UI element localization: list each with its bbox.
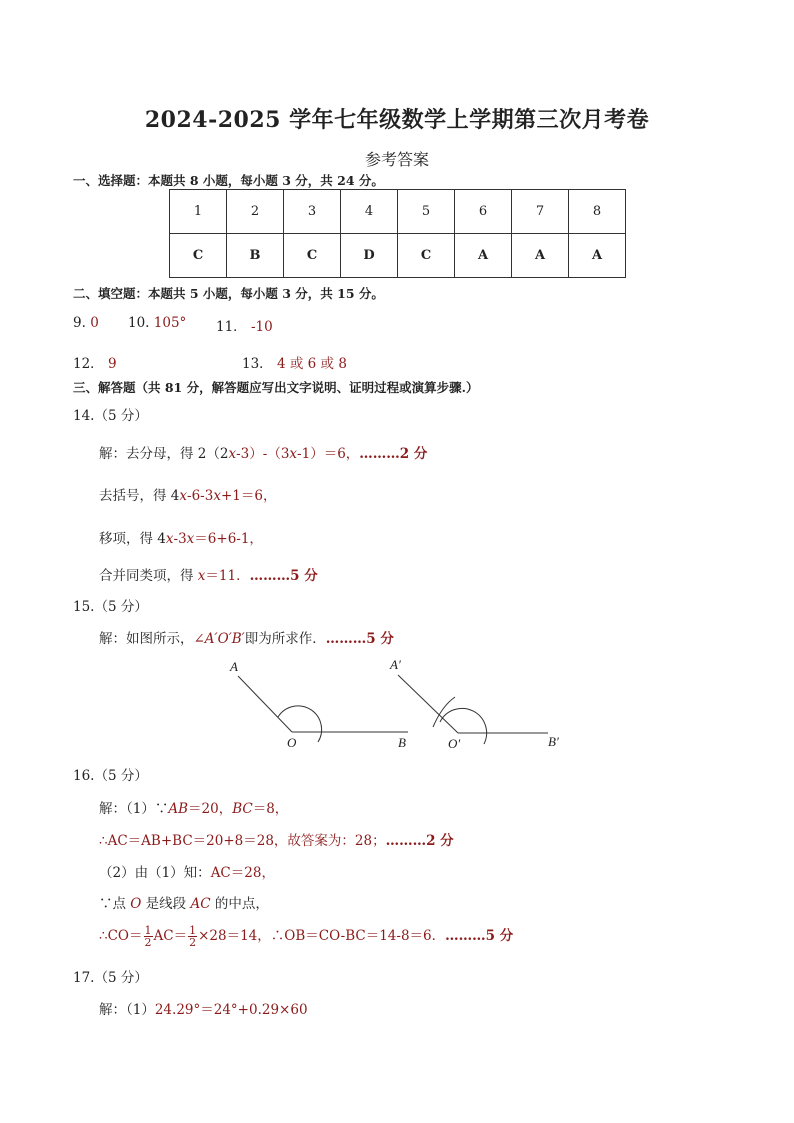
q16-step3 <box>99 861 275 881</box>
table-cell-number: 5 <box>398 190 455 234</box>
table-cell-answer: A <box>569 234 626 278</box>
q15-step1-text-a: 解：如图所示， <box>99 631 194 647</box>
q16-step3-text-a: （2）由（1）知： <box>99 865 211 881</box>
q16-step1-eq2: ＝8， <box>252 801 289 817</box>
q11-answer: -10 <box>250 319 273 335</box>
q14-step4-text-a: 合并同类项，得 <box>99 568 198 584</box>
label-B-prime: B′ <box>548 734 559 749</box>
q16-step4-text-c: 的中点， <box>210 896 269 912</box>
q12-answer: 9 <box>107 356 117 372</box>
q14-step1-text-a: 解：去分母，得 2（2 <box>99 446 229 462</box>
table-cell-answer: C <box>170 234 227 278</box>
q15-step1-points: ………5 分 <box>325 631 394 647</box>
section3-heading: 三、解答题（共 81 分，解答题应写出文字说明、证明过程或演算步骤.） <box>73 380 479 395</box>
q14-step3-text-b: -3 <box>173 531 187 547</box>
q14-step3-text-c: ＝6+6-1， <box>194 531 263 547</box>
fraction-denominator: 2 <box>144 936 152 949</box>
label-O-prime: O′ <box>448 736 461 751</box>
q9-answer: 0 <box>90 315 99 331</box>
table-cell-answer: A <box>455 234 512 278</box>
q16-step5-text-a: ∴CO＝ <box>99 928 143 944</box>
var-x: x <box>186 531 195 547</box>
segment-ac: AC <box>190 896 211 912</box>
table-cell-number: 3 <box>284 190 341 234</box>
table-cell-number: 4 <box>341 190 398 234</box>
fraction-numerator: 1 <box>189 924 197 937</box>
q14-step3-text-a: 移项，得 4 <box>99 531 166 547</box>
q9-label: 9. <box>73 315 86 331</box>
q16-step4-text-b: 是线段 <box>141 896 191 912</box>
q16-step2 <box>99 829 454 849</box>
arc-right <box>440 708 487 744</box>
q16-step4-text-a: ∵点 <box>99 896 131 912</box>
table-cell-number: 7 <box>512 190 569 234</box>
q13-answer: 4 或 6 或 8 <box>276 356 347 372</box>
var-x: x <box>179 488 188 504</box>
q14-step2-text-a: 去括号，得 4 <box>99 488 180 504</box>
table-cell-answer: C <box>284 234 341 278</box>
q15-step1-text-b: 即为所求作． <box>244 631 326 647</box>
q15-label: 15.（5 分） <box>73 599 148 615</box>
q14-step1-text-b: -3）-（3 <box>236 446 290 462</box>
ray-oa <box>238 676 292 732</box>
q16-step2-points: ………2 分 <box>385 833 454 849</box>
q15-angle: ∠A′O′B′ <box>193 631 245 647</box>
q17-step1 <box>99 998 308 1018</box>
var-x: x <box>289 446 298 462</box>
q14-step2-text-b: -6-3 <box>187 488 214 504</box>
table-cell-answer: B <box>227 234 284 278</box>
q17-step1-text-b: 24.29°＝24°+0.29×60 <box>154 1002 308 1018</box>
label-B: B <box>398 735 406 750</box>
q10-label: 10. <box>128 315 150 331</box>
q16-step5-points: ………5 分 <box>445 928 514 944</box>
page-title: 2024-2025 学年七年级数学上学期第三次月考卷 <box>144 107 650 133</box>
table-cell-number: 1 <box>170 190 227 234</box>
q16-step5 <box>99 924 513 948</box>
ray-o2a2 <box>398 675 458 733</box>
point-o: O <box>130 896 142 912</box>
q16-step2-text: ∴AC＝AB+BC＝20+8＝28，故答案为：28； <box>99 833 386 849</box>
q14-step2-text-c: +1＝6， <box>220 488 277 504</box>
var-x: x <box>213 488 221 504</box>
page-subtitle: 参考答案 <box>364 150 429 169</box>
q11-label: 11． <box>216 319 247 335</box>
q14-step4-points: ………5 分 <box>249 568 318 584</box>
segment-bc: BC <box>232 801 253 817</box>
section2-heading: 二、填空题：本题共 5 小题，每小题 3 分，共 15 分。 <box>73 286 384 301</box>
fraction-half <box>188 925 197 948</box>
q16-step5-text-b: AC＝ <box>153 928 188 944</box>
table-cell-answer: D <box>341 234 398 278</box>
q16-step1 <box>99 797 288 817</box>
table-cell-number: 2 <box>227 190 284 234</box>
fraction-half <box>144 925 153 948</box>
table-cell-number: 6 <box>455 190 512 234</box>
label-A-prime: A′ <box>390 657 401 672</box>
q16-step3-text-b: AC＝28， <box>210 865 275 881</box>
q14-step1-text-c: -1）＝6， <box>297 446 360 462</box>
q17-label: 17.（5 分） <box>73 970 148 986</box>
q16-step1-text-a: 解：（1）∵ <box>99 801 169 817</box>
var-x: x <box>228 446 237 462</box>
q12-label: 12． <box>73 356 104 372</box>
q16-step4 <box>99 892 269 912</box>
table-cell-answer: C <box>398 234 455 278</box>
q16-step1-eq1: ＝20， <box>188 801 233 817</box>
q14-label: 14.（5 分） <box>73 408 148 424</box>
q13-label: 13． <box>242 356 273 372</box>
fraction-denominator: 2 <box>189 936 197 949</box>
section1-heading: 一、选择题：本题共 8 小题，每小题 3 分，共 24 分。 <box>73 173 384 188</box>
q17-step1-text-a: 解：（1） <box>99 1002 155 1018</box>
var-x: x <box>165 531 174 547</box>
label-A: A <box>230 659 238 674</box>
q10-answer: 105° <box>153 315 187 331</box>
label-O: O <box>287 735 297 750</box>
q14-step4-text-b: ＝11． <box>205 568 250 584</box>
q14-step1-points: ………2 分 <box>359 446 428 462</box>
table-cell-number: 8 <box>569 190 626 234</box>
q16-step5-text-c: ×28＝14，∴OB＝CO-BC＝14-8＝6． <box>198 928 446 944</box>
table-cell-answer: A <box>512 234 569 278</box>
var-x: x <box>197 568 206 584</box>
segment-ab: AB <box>168 801 189 817</box>
q16-label: 16.（5 分） <box>73 768 148 784</box>
fraction-numerator: 1 <box>144 924 152 937</box>
